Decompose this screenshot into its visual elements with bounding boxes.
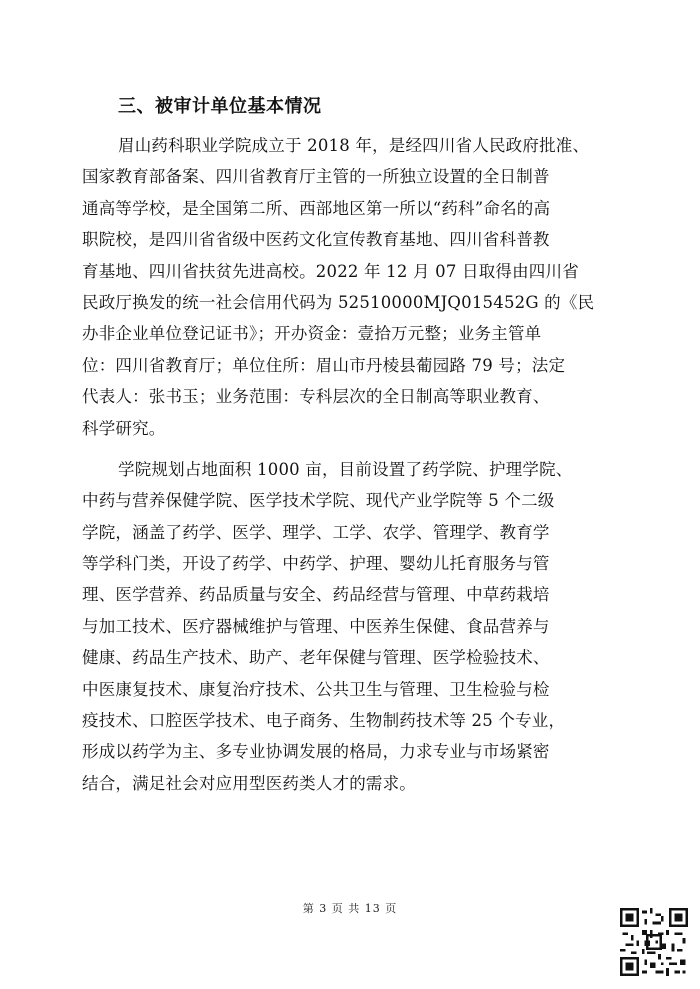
paragraph-2-line: 学院，涵盖了药学、医学、理学、工学、农学、管理学、教育学 <box>82 522 550 542</box>
paragraph-2-line: 与加工技术、医疗器械维护与管理、中医养生保健、食品营养与 <box>82 616 550 636</box>
page-footer: 第 3 页 共 13 页 <box>302 902 398 915</box>
paragraph-1-line: 职院校，是四川省省级中医药文化宣传教育基地、四川省科普教 <box>82 230 550 250</box>
paragraph-1-line: 代表人：张书玉；业务范围：专科层次的全日制高等职业教育、 <box>82 387 550 407</box>
paragraph-2-line: 中药与营养保健学院、医学技术学院、现代产业学院等 5 个二级 <box>82 491 555 511</box>
paragraph-2-line: 结合，满足社会对应用型医药类人才的需求。 <box>82 773 416 793</box>
paragraph-2-line: 形成以药学为主、多专业协调发展的格局，力求专业与市场紧密 <box>82 742 550 762</box>
paragraph-1-line: 科学研究。 <box>82 418 166 438</box>
paragraph-2-line: 疫技术、口腔医学技术、电子商务、生物制药技术等 25 个专业， <box>82 711 566 731</box>
qr-code-icon <box>620 908 688 976</box>
paragraph-1-line: 办非企业单位登记证书》；开办资金：壹拾万元整；业务主管单 <box>82 324 542 344</box>
paragraph-1-line: 民政厅换发的统一社会信用代码为 52510000MJQ015452G 的《民 <box>82 292 595 312</box>
paragraph-1-line: 位：四川省教育厅；单位住所：眉山市丹棱县葡园路 79 号；法定 <box>82 355 566 375</box>
paragraph-1-line: 国家教育部备案、四川省教育厅主管的一所独立设置的全日制普 <box>82 167 550 187</box>
body-text <box>82 130 642 799</box>
paragraph-2-line: 等学科门类，开设了药学、中药学、护理、婴幼儿托育服务与管 <box>82 554 550 574</box>
paragraph-2-line: 健康、药品生产技术、助产、老年保健与管理、医学检验技术、 <box>82 648 550 668</box>
paragraph-2-line: 理、医学营养、药品质量与安全、药品经营与管理、中草药栽培 <box>82 585 550 605</box>
paragraph-2-line: 中医康复技术、康复治疗技术、公共卫生与管理、卫生检验与检 <box>82 679 550 699</box>
paragraph-1-line: 育基地、四川省扶贫先进高校。2022 年 12 月 07 日取得由四川省 <box>82 261 579 281</box>
section-heading: 三、被审计单位基本情况 <box>118 96 322 117</box>
paragraph-1-line: 通高等学校，是全国第二所、西部地区第一所以“药科”命名的高 <box>82 198 551 218</box>
paragraph-1-line: 眉山药科职业学院成立于 2018 年，是经四川省人民政府批准、 <box>118 136 590 155</box>
paragraph-2-line: 学院规划占地面积 1000 亩，目前设置了药学院、护理学院、 <box>118 459 573 479</box>
